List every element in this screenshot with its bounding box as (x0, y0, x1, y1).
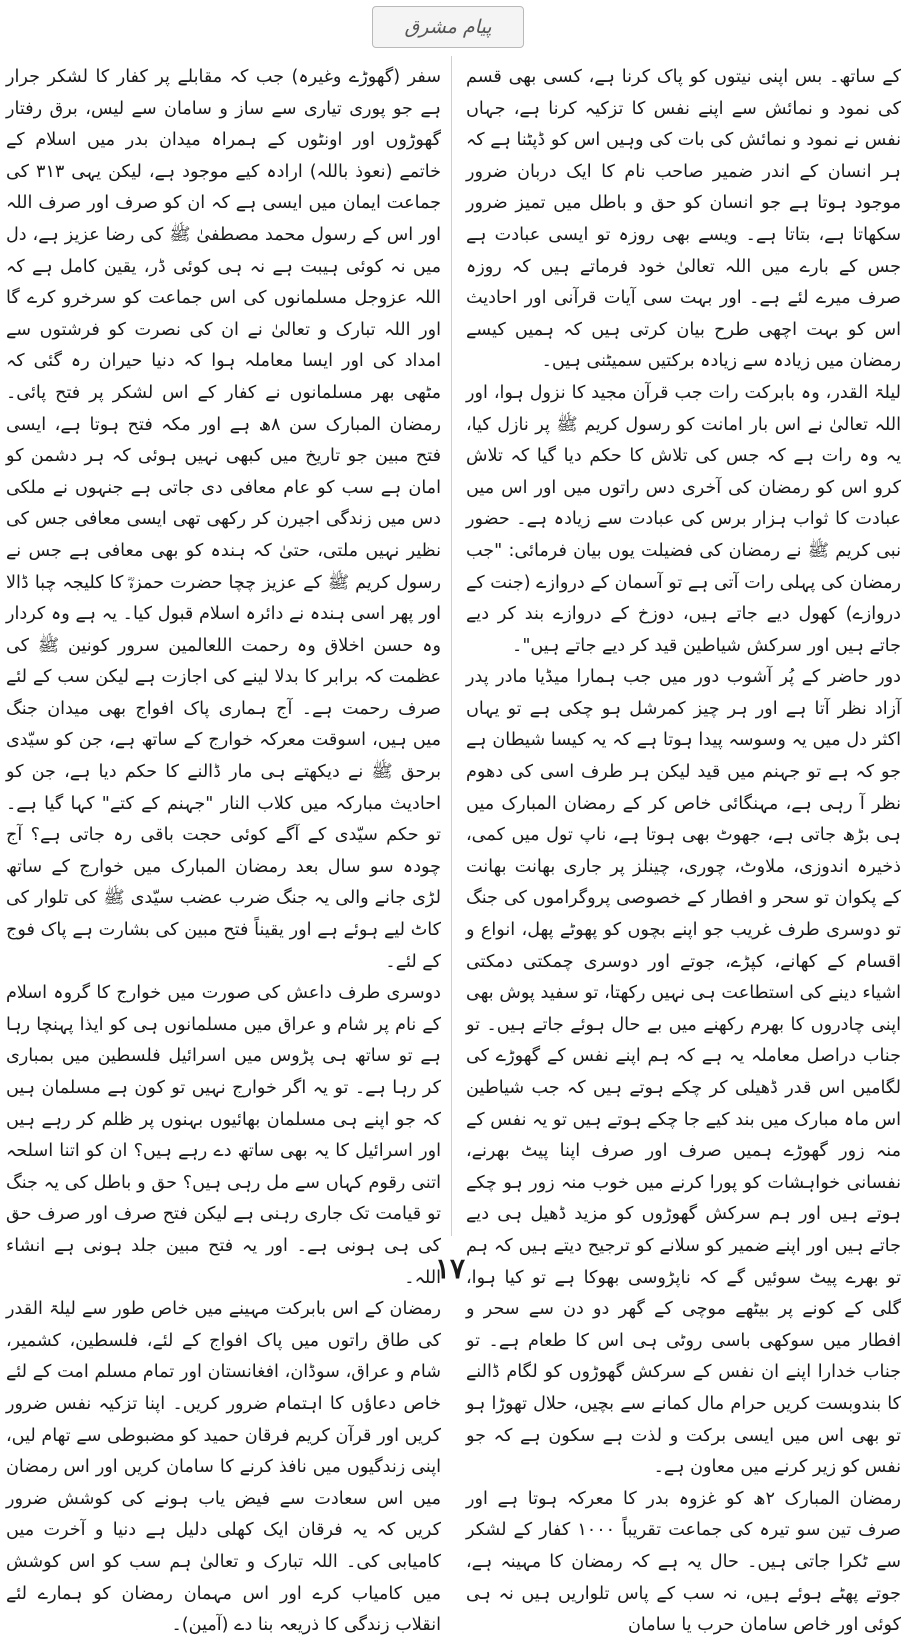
page-number: ۱۷ (434, 1252, 466, 1285)
paragraph: کے ساتھ۔ بس اپنی نیتوں کو پاک کرنا ہے، کسی بھی قسم کی نمود و نمائش سے اپنے نفس کا تزکیہ کرنا ہے، جہاں نفس نے نمود و نمائش کی بات کی وہیں اس کو ڈپٹنا ہے کہ ہر انسان کے اندر ضمیر صاحب نام کا ایک دربان ضرور موجود ہوتا ہے جو انسان کو حق و باطل میں تمیز ضرور سکھاتا ہے، بتاتا ہے۔ ویسے بھی روزہ تو ایسی عبادت ہے جس کے بارے میں اللہ تعالیٰ خود فرماتے ہیں کہ روزہ صرف میرے لئے ہے۔ اور بہت سی آیات قرآنی اور احادیث اس کو بہت اچھی طرح بیان کرتی ہیں کہ ہمیں کیسے رمضان میں زیادہ سے زیادہ برکتیں سمیٹنی ہیں۔ (466, 67, 901, 372)
paragraph: رمضان المبارک ۲ھ کو غزوہ بدر کا معرکہ ہوتا ہے اور صرف تین سو تیرہ کی جماعت تقریباً ۱۰۰۰ کفار کے لشکر سے ٹکرا جاتی ہیں۔ حال یہ ہے کہ رمضان کا مہینہ ہے، جوتے پھٹے ہوئے ہیں، نہ سب کے پاس تلواریں ہیں نہ ہی کوئی اور خاص سامان حرب یا سامان (466, 1488, 901, 1636)
paragraph: دوسری طرف داعش کی صورت میں خوارج کا گروہ اسلام کے نام پر شام و عراق میں مسلمانوں ہی کو ایذا پہنچا رہا ہے تو ساتھ ہی پڑوس میں اسرائیل فلسطین میں بمباری کر رہا ہے۔ تو یہ اگر خوارج نہیں تو کون ہے مسلمان ہیں کہ جو اپنے ہی مسلمان بھائیوں بہنوں پر ظلم کر رہے ہیں اور اسرائیل کا یہ بھی ساتھ دے رہے ہیں؟ ان کو اتنا اسلحہ اتنی رقوم کہاں سے مل رہی ہیں؟ حق و باطل کی یہ جنگ تو قیامت تک جاری رہنی ہے لیکن فتح صرف اور صرف حق کی ہی ہونی ہے۔ اور یہ فتح مبین جلد ہونی ہے انشاء اللہ۔ (6, 983, 441, 1288)
paragraph: سفر (گھوڑے وغیرہ) جب کہ مقابلے پر کفار کا لشکر جرار ہے جو پوری تیاری سے ساز و سامان سے لیس، برق رفتار گھوڑوں اور اونٹوں کے ہمراہ میدان بدر میں اسلام کے خاتمے (نعوذ باللہ) ارادہ کیے موجود ہے، لیکن یہی ۳۱۳ کی جماعت ایمان میں ایسی ہے کہ ان کو صرف اور صرف اللہ اور اس کے رسول محمد مصطفیٰ ﷺ کی رضا عزیز ہے، دل میں نہ کوئی ہیبت ہے نہ ہی کوئی ڈر، یقین کامل ہے کہ اللہ عزوجل مسلمانوں کی اس جماعت کو سرخرو کرے گا اور اللہ تبارک و تعالیٰ نے ان کی نصرت کو فرشتوں سے امداد کی اور ایسا معاملہ ہوا کہ دنیا حیران رہ گئی کہ مٹھی بھر مسلمانوں نے کفار کے اس لشکر پر فتح پائی۔ رمضان المبارک سن ۸ھ ہے اور مکہ فتح ہوتا ہے، ایسی فتح مبین جو تاریخ میں کبھی نہیں ہوئی کہ ہر دشمن کو امان ہے سب کو عام معافی دی جاتی ہے جنہوں نے ملکی دس میں زندگی اجیرن کر رکھی تھی ایسی معافی جس کی نظیر نہیں ملتی، حتیٰ کہ ہندہ کو بھی معافی ہے جس نے رسول کریم ﷺ کے عزیز چچا حضرت حمزہؓ کا کلیجہ چبا ڈالا اور پھر اسی ہندہ نے دائرہ اسلام قبول کیا۔ یہ ہے وہ کردار وہ حسن اخلاق وہ رحمت اللعالمین سرور کونین ﷺ کی عظمت کہ برابر کا بدلا لینے کی اجازت ہے لیکن سب کے لئے صرف رحمت ہے۔ آج ہماری پاک افواج بھی میدان جنگ میں ہیں، اسوقت معرکہ خوارج کے ساتھ ہے، جن کو سیّدی برحق ﷺ نے دیکھتے ہی مار ڈالنے کا حکم دیا ہے، جن کو احادیث مبارکہ میں کلاب النار "جہنم کے کتے" کہا گیا ہے۔ تو حکم سیّدی کے آگے کوئی حجت باقی رہ جاتی ہے؟ آج چودہ سو سال بعد رمضان المبارک میں خوارج کے ساتھ لڑی جانے والی یہ جنگ ضرب عضب سیّدی ﷺ کی تلوار کی کاٹ لیے ہوئے ہے اور یقیناً فتح مبین کی بشارت ہے پاک فوج کے لئے۔ (6, 67, 441, 972)
masthead-title: پیام مشرق (404, 16, 492, 38)
column-divider (451, 56, 452, 1236)
paragraph: لیلۃ القدر، وہ بابرکت رات جب قرآن مجید کا نزول ہوا، اور اللہ تعالیٰ نے اس بار امانت کو رسول کریم ﷺ پر نازل کیا، یہ وہ رات ہے کہ جس کی تلاش کا حکم دیا گیا کہ تلاش کرو اس کو رمضان کی آخری دس راتوں میں اور اس میں عبادت کا ثواب ہزار برس کی عبادت سے زیادہ ہے۔ حضور نبی کریم ﷺ نے رمضان کی فضیلت یوں بیان فرمائی: "جب رمضان کی پہلی رات آتی ہے تو آسمان کے دروازے (جنت کے دروازے) کھول دیے جاتے ہیں، دوزخ کے دروازے بند کر دیے جاتے ہیں اور سرکش شیاطین قید کر دیے جاتے ہیں"۔ (465, 382, 901, 656)
article-column-left (6, 62, 441, 1636)
masthead-box (372, 6, 524, 48)
paragraph: دور حاضر کے پُر آشوب دور میں جب ہمارا میڈیا مادر پدر آزاد نظر آتا ہے اور ہر چیز کمرشل ہو چکی ہے تو یہاں اکثر دل میں یہ وسوسہ پیدا ہوتا ہے کہ یہ کیسا شیطان ہے جو کہ ہے تو جہنم میں قید لیکن ہر طرف اسی کی دھوم نظر آ رہی ہے، مہنگائی خاص کر کے رمضان المبارک میں ہی بڑھ جاتی ہے، جھوٹ بھی ہوتا ہے، ناپ تول میں کمی، ذخیرہ اندوزی، ملاوٹ، چوری، چینلز پر جاری بھانت بھانت کے پکوان تو سحر و افطار کے خصوصی پروگراموں کی جنگ تو دوسری طرف غریب جو اپنے بچوں کو پھوٹے پھل، انواع و اقسام کے کھانے، کپڑے، جوتے اور دوسری چمکتی دمکتی اشیاء دینے کی استطاعت ہی نہیں رکھتا، تو سفید پوش بھی اپنی چادروں کا بھرم رکھنے میں بے حال ہوئے جاتے ہیں۔ تو جناب دراصل معاملہ یہ ہے کہ ہم اپنے نفس کے گھوڑے کی لگامیں اس قدر ڈھیلی کر چکے ہوتے ہیں کہ جب شیاطین اس ماہ مبارک میں بند کیے جا چکے ہوتے ہیں تو یہ نفس کے منہ زور گھوڑے ہمیں صرف اور صرف اپنا پیٹ بھرنے، نفسانی خواہشات کو پورا کرنے میں خوب منہ زور ہو چکے ہوتے ہیں اور ہم سرکش گھوڑوں کو مزید ڈھیل ہی دیے جاتے ہیں اور اپنے ضمیر کو سلانے کو ترجیح دیتے ہیں کہ ہم تو بھرے پیٹ سوئیں گے کہ ناپڑوسی بھوکا ہے تو کیا ہوا، گلی کے کونے پر بیٹھے موچی کے گھر دو دن سے سحر و افطار میں سوکھی باسی روٹی ہی اس کا طعام ہے۔ تو جناب خدارا اپنے ان نفس کے سرکش گھوڑوں کو لگام ڈالنے کا بندوبست کریں حرام مال کمانے سے بچیں، حلال تھوڑا ہو تو بھی اس میں ایسی برکت و لذت ہے سکون ہے کہ جو نفس کو زیر کرنے میں معاون ہے۔ (466, 667, 901, 1478)
paragraph: رمضان کے اس بابرکت مہینے میں خاص طور سے لیلۃ القدر کی طاق راتوں میں پاک افواج کے لئے، فلسطین، کشمیر، شام و عراق، سوڈان، افغانستان اور تمام مسلم امت کے لئے خاص دعاؤں کا اہتمام ضرور کریں۔ اپنا تزکیہ نفس ضرور کریں اور قرآن کریم فرقان حمید کو مضبوطی سے تھام لیں، اپنی زندگیوں میں نافذ کرنے کا سامان کریں اور اس رمضان میں اس سعادت سے فیض یاب ہونے کی کوشش ضرور کریں کہ یہ فرقان ایک کھلی دلیل ہے دنیا و آخرت میں کامیابی کی۔ اللہ تبارک و تعالیٰ ہم سب کو اس کوشش میں کامیاب کرے اور اس مہمان رمضان کو ہمارے لئے انقلاب زندگی کا ذریعہ بنا دے (آمین)۔ (6, 1299, 441, 1636)
article-column-right (465, 62, 901, 1636)
